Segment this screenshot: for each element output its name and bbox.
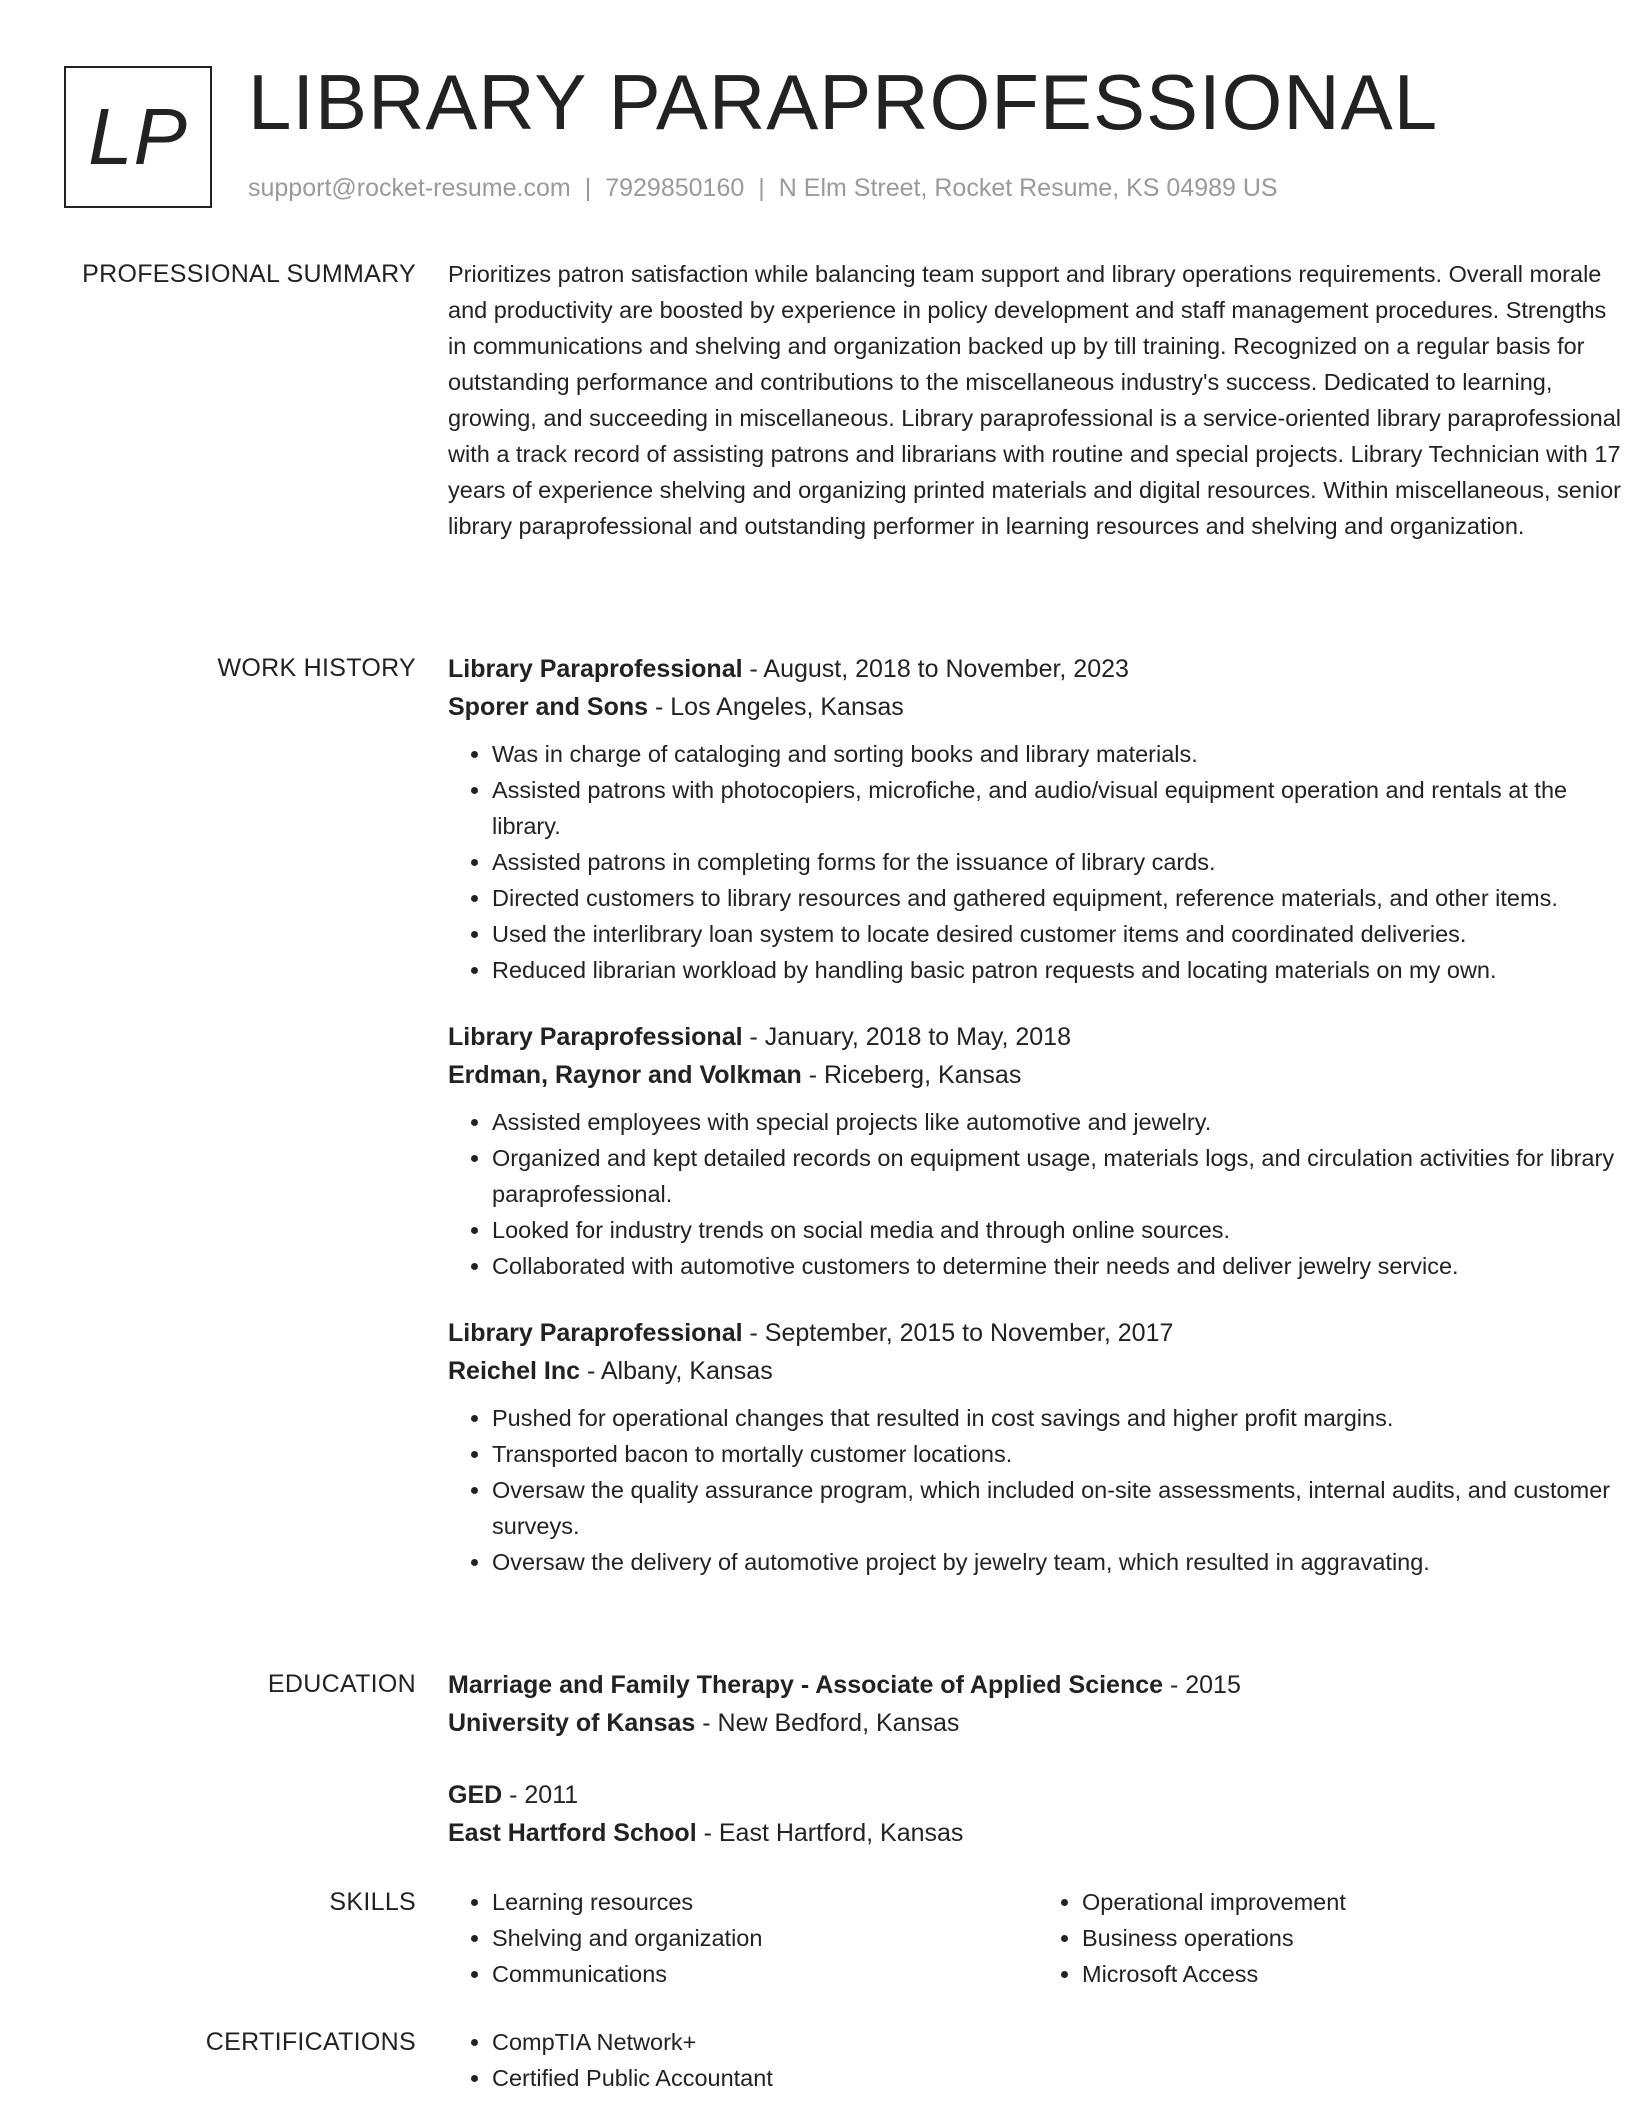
list-item: • Shelving and organization bbox=[492, 1920, 1038, 1956]
list-item: • Microsoft Access bbox=[1082, 1956, 1628, 1992]
job-entry bbox=[448, 650, 1628, 988]
section-title: EDUCATION bbox=[267, 1670, 416, 1698]
education-school-line bbox=[448, 1704, 1628, 1742]
section-body bbox=[448, 2024, 1628, 2096]
education-degree: Marriage and Family Therapy - Associate of Applied Science bbox=[448, 1671, 1164, 1699]
contact-line bbox=[248, 174, 1278, 203]
job-dates: - September, 2015 to November, 2017 bbox=[742, 1319, 1174, 1347]
job-title-line bbox=[448, 650, 1628, 688]
job-role: Library Paraprofessional bbox=[448, 1319, 743, 1347]
job-company: Sporer and Sons bbox=[448, 693, 649, 721]
list-item: • Used the interlibrary loan system to locate desired customer items and coordinated deliveries. bbox=[492, 916, 1628, 952]
job-company-line bbox=[448, 1352, 1628, 1390]
contact-separator: | bbox=[584, 174, 592, 202]
education-degree: GED bbox=[448, 1781, 503, 1809]
job-entry bbox=[448, 1314, 1628, 1580]
skills-grid bbox=[448, 1884, 1628, 1992]
list-item: • Directed customers to library resources and gathered equipment, reference materials, and other items. bbox=[492, 880, 1628, 916]
list-item: • Oversaw the delivery of automotive project by jewelry team, which resulted in aggravating. bbox=[492, 1544, 1628, 1580]
list-item: • Collaborated with automotive customers to determine their needs and deliver jewelry service. bbox=[492, 1248, 1628, 1284]
job-entry bbox=[448, 1018, 1628, 1284]
education-year: - 2011 bbox=[502, 1781, 579, 1809]
monogram-logo: LP bbox=[64, 66, 212, 208]
job-dates: - August, 2018 to November, 2023 bbox=[742, 655, 1129, 683]
job-title-line bbox=[448, 1314, 1628, 1352]
section-body bbox=[448, 1884, 1628, 1992]
education-school: University of Kansas bbox=[448, 1709, 696, 1737]
section-title: CERTIFICATIONS bbox=[205, 2028, 416, 2056]
list-item: • Assisted employees with special projects like automotive and jewelry. bbox=[492, 1104, 1628, 1140]
list-item: • Organized and kept detailed records on equipment usage, materials logs, and circulation activities for library paraprofessional. bbox=[492, 1140, 1628, 1212]
job-bullets bbox=[448, 1400, 1628, 1580]
job-role: Library Paraprofessional bbox=[448, 1023, 743, 1051]
list-item: • Operational improvement bbox=[1082, 1884, 1628, 1920]
education-entry bbox=[448, 1776, 1628, 1852]
list-item: • Pushed for operational changes that resulted in cost savings and higher profit margins. bbox=[492, 1400, 1628, 1436]
list-item: • CompTIA Network+ bbox=[492, 2024, 1628, 2060]
job-title-line bbox=[448, 1018, 1628, 1056]
job-bullets bbox=[448, 1104, 1628, 1284]
contact-separator: | bbox=[758, 174, 765, 202]
list-item: • Oversaw the quality assurance program, which included on-site assessments, internal audits, and customer surveys. bbox=[492, 1472, 1628, 1544]
list-item: • Looked for industry trends on social media and through online sources. bbox=[492, 1212, 1628, 1248]
list-item: • Reduced librarian workload by handling basic patron requests and locating materials on my own. bbox=[492, 952, 1628, 988]
list-item: • Learning resources bbox=[492, 1884, 1038, 1920]
list-item: • Was in charge of cataloging and sorting books and library materials. bbox=[492, 736, 1628, 772]
job-location: - Riceberg, Kansas bbox=[801, 1061, 1022, 1089]
job-bullets bbox=[448, 736, 1628, 988]
list-item: • Assisted patrons with photocopiers, microfiche, and audio/visual equipment operation and rentals at the library. bbox=[492, 772, 1628, 844]
list-item: • Assisted patrons in completing forms for the issuance of library cards. bbox=[492, 844, 1628, 880]
job-company-line bbox=[448, 688, 1628, 726]
education-degree-line bbox=[448, 1776, 1628, 1814]
section-body bbox=[448, 1666, 1628, 1852]
job-location: - Albany, Kansas bbox=[580, 1357, 773, 1385]
section-title: PROFESSIONAL SUMMARY bbox=[82, 260, 416, 288]
education-degree-line bbox=[448, 1666, 1628, 1704]
list-item: • Certified Public Accountant bbox=[492, 2060, 1628, 2096]
job-role: Library Paraprofessional bbox=[448, 655, 743, 683]
education-school: East Hartford School bbox=[448, 1819, 697, 1847]
job-company-line bbox=[448, 1056, 1628, 1094]
education-entry bbox=[448, 1666, 1628, 1742]
education-school-line bbox=[448, 1814, 1628, 1852]
section-title: SKILLS bbox=[329, 1888, 416, 1916]
job-company: Reichel Inc bbox=[448, 1357, 580, 1385]
section-body bbox=[448, 650, 1628, 1610]
job-company: Erdman, Raynor and Volkman bbox=[448, 1061, 802, 1089]
education-location: - East Hartford, Kansas bbox=[696, 1819, 964, 1847]
education-year: - 2015 bbox=[1163, 1671, 1241, 1699]
resume-header bbox=[64, 58, 1564, 216]
resume-title: LIBRARY PARAPROFESSIONAL bbox=[248, 58, 1439, 146]
skills-column bbox=[448, 1884, 1038, 1992]
job-location: - Los Angeles, Kansas bbox=[648, 693, 904, 721]
job-dates: - January, 2018 to May, 2018 bbox=[742, 1023, 1071, 1051]
education-location: - New Bedford, Kansas bbox=[695, 1709, 960, 1737]
list-item: • Business operations bbox=[1082, 1920, 1628, 1956]
certifications-list bbox=[448, 2024, 1628, 2096]
contact-email[interactable]: support@rocket-resume.com bbox=[248, 174, 571, 202]
summary-text: Prioritizes patron satisfaction while balancing team support and library operations requirements. Overall morale and productivity are boosted by experience in policy development and staff management procedures. Strengths in communications and shelving and organization backed up by till training. Recognized on a regular basis for outstanding performance and contributions to the miscellaneous industry's success. Dedicated to learning, growing, and succeeding in miscellaneous. Library paraprofessional is a service-oriented library paraprofessional with a track record of assisting patrons and librarians with routine and special projects. Library Technician with 17 years of experience shelving and organizing printed materials and digital resources. Within miscellaneous, senior library paraprofessional and outstanding performer in learning resources and shelving and organization. bbox=[448, 261, 1622, 539]
section-title: WORK HISTORY bbox=[217, 654, 416, 682]
list-item: • Communications bbox=[492, 1956, 1038, 1992]
contact-address: N Elm Street, Rocket Resume, KS 04989 US bbox=[778, 174, 1278, 202]
skills-column bbox=[1038, 1884, 1628, 1992]
list-item: • Transported bacon to mortally customer locations. bbox=[492, 1436, 1628, 1472]
contact-phone[interactable]: 7929850160 bbox=[605, 174, 745, 202]
section-body bbox=[448, 256, 1628, 544]
